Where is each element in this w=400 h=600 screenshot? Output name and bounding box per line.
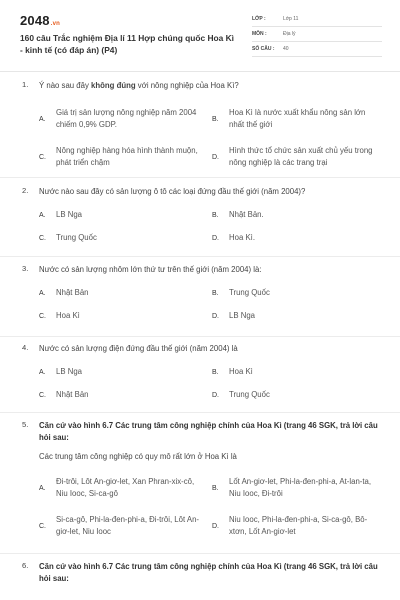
option-letter: A. (39, 368, 46, 376)
option-text: Giá trị sản lượng nông nghiệp năm 2004 chiếm 0,9% GDP. (56, 108, 197, 129)
question-divider (0, 256, 400, 257)
option-d[interactable] (212, 231, 385, 245)
option-text: Nhật Bản (56, 390, 89, 399)
option-b[interactable] (212, 473, 385, 503)
option-a[interactable] (39, 473, 212, 503)
option-letter: A. (39, 484, 46, 492)
site-logo[interactable] (20, 13, 60, 28)
meta-row-class (252, 12, 382, 27)
meta-value: 40 (283, 46, 289, 52)
option-text: LB Nga (56, 367, 83, 376)
logo-domain: .vn (50, 21, 61, 27)
option-text: Trung Quốc (229, 390, 270, 399)
option-d[interactable] (212, 511, 385, 541)
option-text: Nhật Bản. (229, 210, 264, 219)
question-divider (0, 177, 400, 178)
option-text: Hoa Kì. (229, 233, 256, 242)
option-d[interactable] (212, 309, 385, 323)
option-letter: C. (39, 522, 46, 530)
question-6 (0, 561, 400, 585)
option-text: Nhật Bản (56, 288, 89, 297)
question-divider (0, 553, 400, 554)
option-letter: A. (39, 211, 46, 219)
option-text: Nông nghiệp hàng hóa hình thành muộn, phát triển chậm (56, 146, 198, 167)
option-letter: B. (212, 289, 219, 297)
meta-key: MÔN : (252, 31, 267, 37)
page-title: 160 câu Trắc nghiệm Địa lí 11 Hợp chúng quốc Hoa Kì - kinh tế (có đáp án) (P4) (20, 33, 234, 55)
option-b[interactable] (212, 365, 385, 379)
option-letter: C. (39, 153, 46, 161)
question-number: 1. (22, 80, 29, 89)
option-letter: B. (212, 115, 219, 123)
question-text: Nước nào sau đây có sản lượng ô tô các loại đứng đầu thế giới (năm 2004)? (39, 187, 306, 196)
option-letter: D. (212, 153, 219, 161)
question-2 (0, 186, 400, 245)
option-letter: B. (212, 211, 219, 219)
question-number: 2. (22, 186, 29, 195)
question-number: 6. (22, 561, 29, 570)
option-text: Trung Quốc (56, 233, 97, 242)
option-letter: C. (39, 234, 46, 242)
option-d[interactable] (212, 388, 385, 402)
meta-key: LỚP : (252, 16, 266, 22)
option-text: LB Nga (56, 210, 83, 219)
question-text: Căn cứ vào hình 6.7 Các trung tâm công nghiệp chính của Hoa Kì (trang 46 SGK, trả lời câu hỏi sau: (39, 562, 378, 583)
option-letter: D. (212, 391, 219, 399)
option-letter: B. (212, 484, 219, 492)
option-c[interactable] (39, 231, 212, 245)
question-text: Nước có sản lượng điện đứng đầu thế giới (năm 2004) là (39, 344, 238, 353)
question-intro: Các trung tâm công nghiệp có quy mô rất lớn ở Hoa Kì là (39, 452, 237, 461)
options (39, 473, 400, 541)
options (39, 286, 400, 323)
question-text (39, 80, 379, 92)
option-letter: C. (39, 312, 46, 320)
option-text: Hoa Kì (229, 367, 253, 376)
option-text: Hoa Kì là nước xuất khẩu nông sản lớn nhất thế giới (229, 108, 366, 129)
options (39, 208, 400, 245)
question-divider (0, 336, 400, 337)
page-header (0, 0, 400, 72)
option-a[interactable] (39, 104, 212, 134)
option-letter: A. (39, 115, 46, 123)
option-text: Đi-trôi, Lôt An-giơ-let, Xan Phran-xix-cô, Niu Iooc, Si-ca-gô (56, 477, 195, 498)
question-number: 4. (22, 343, 29, 352)
option-text: Si-ca-gô, Phi-la-đen-phi-a, Đi-trôi, Lôt An-giơ-let, Niu Iooc (56, 515, 200, 536)
option-c[interactable] (39, 388, 212, 402)
question-3 (0, 264, 400, 323)
question-number: 3. (22, 264, 29, 273)
question-text-part: Ý nào sau đây (39, 81, 92, 90)
option-c[interactable] (39, 142, 212, 172)
meta-row-subject (252, 27, 382, 42)
meta-info (252, 12, 382, 57)
option-letter: A. (39, 289, 46, 297)
question-text-part: với nông nghiệp của Hoa Kì? (135, 81, 239, 90)
options (39, 365, 400, 402)
question-number: 5. (22, 420, 29, 429)
question-text-emphasis: không đúng (91, 81, 136, 90)
meta-value: Địa lý (283, 31, 296, 37)
meta-row-count (252, 42, 382, 57)
option-c[interactable] (39, 309, 212, 323)
question-5 (0, 420, 400, 541)
question-text: Căn cứ vào hình 6.7 Các trung tâm công nghiệp chính của Hoa Kì (trang 46 SGK, trả lời câu hỏi sau: (39, 421, 378, 442)
option-text: Hình thức tổ chức sản xuất chủ yếu trong nông nghiệp là các trang trại (229, 146, 373, 167)
option-text: Lốt An-giơ-let, Phi-la-đen-phi-a, At-lan-ta, Niu Iooc, Đi-trôi (229, 477, 372, 498)
option-letter: D. (212, 522, 219, 530)
question-1 (0, 80, 400, 172)
option-text: Hoa Kì (56, 311, 80, 320)
option-c[interactable] (39, 511, 212, 541)
option-a[interactable] (39, 286, 212, 300)
option-letter: C. (39, 391, 46, 399)
option-a[interactable] (39, 365, 212, 379)
options (39, 104, 400, 172)
question-4 (0, 343, 400, 402)
header-divider (0, 71, 400, 72)
option-b[interactable] (212, 104, 385, 134)
option-letter: B. (212, 368, 219, 376)
option-text: Trung Quốc (229, 288, 270, 297)
question-text: Nước có sản lượng nhôm lớn thứ tư trên thế giới (năm 2004) là: (39, 265, 262, 274)
option-a[interactable] (39, 208, 212, 222)
option-letter: D. (212, 312, 219, 320)
option-b[interactable] (212, 286, 385, 300)
option-letter: D. (212, 234, 219, 242)
option-text: Niu Iooc, Phi-la-đen-phi-a, Si-ca-gô, Bô-xtơn, Lốt An-giơ-let (229, 515, 368, 536)
option-b[interactable] (212, 208, 385, 222)
option-d[interactable] (212, 142, 385, 172)
question-divider (0, 412, 400, 413)
meta-key: SỐ CÂU : (252, 46, 275, 52)
meta-value: Lớp 11 (283, 16, 299, 22)
option-text: LB Nga (229, 311, 256, 320)
logo-text: 2048 (20, 13, 50, 28)
